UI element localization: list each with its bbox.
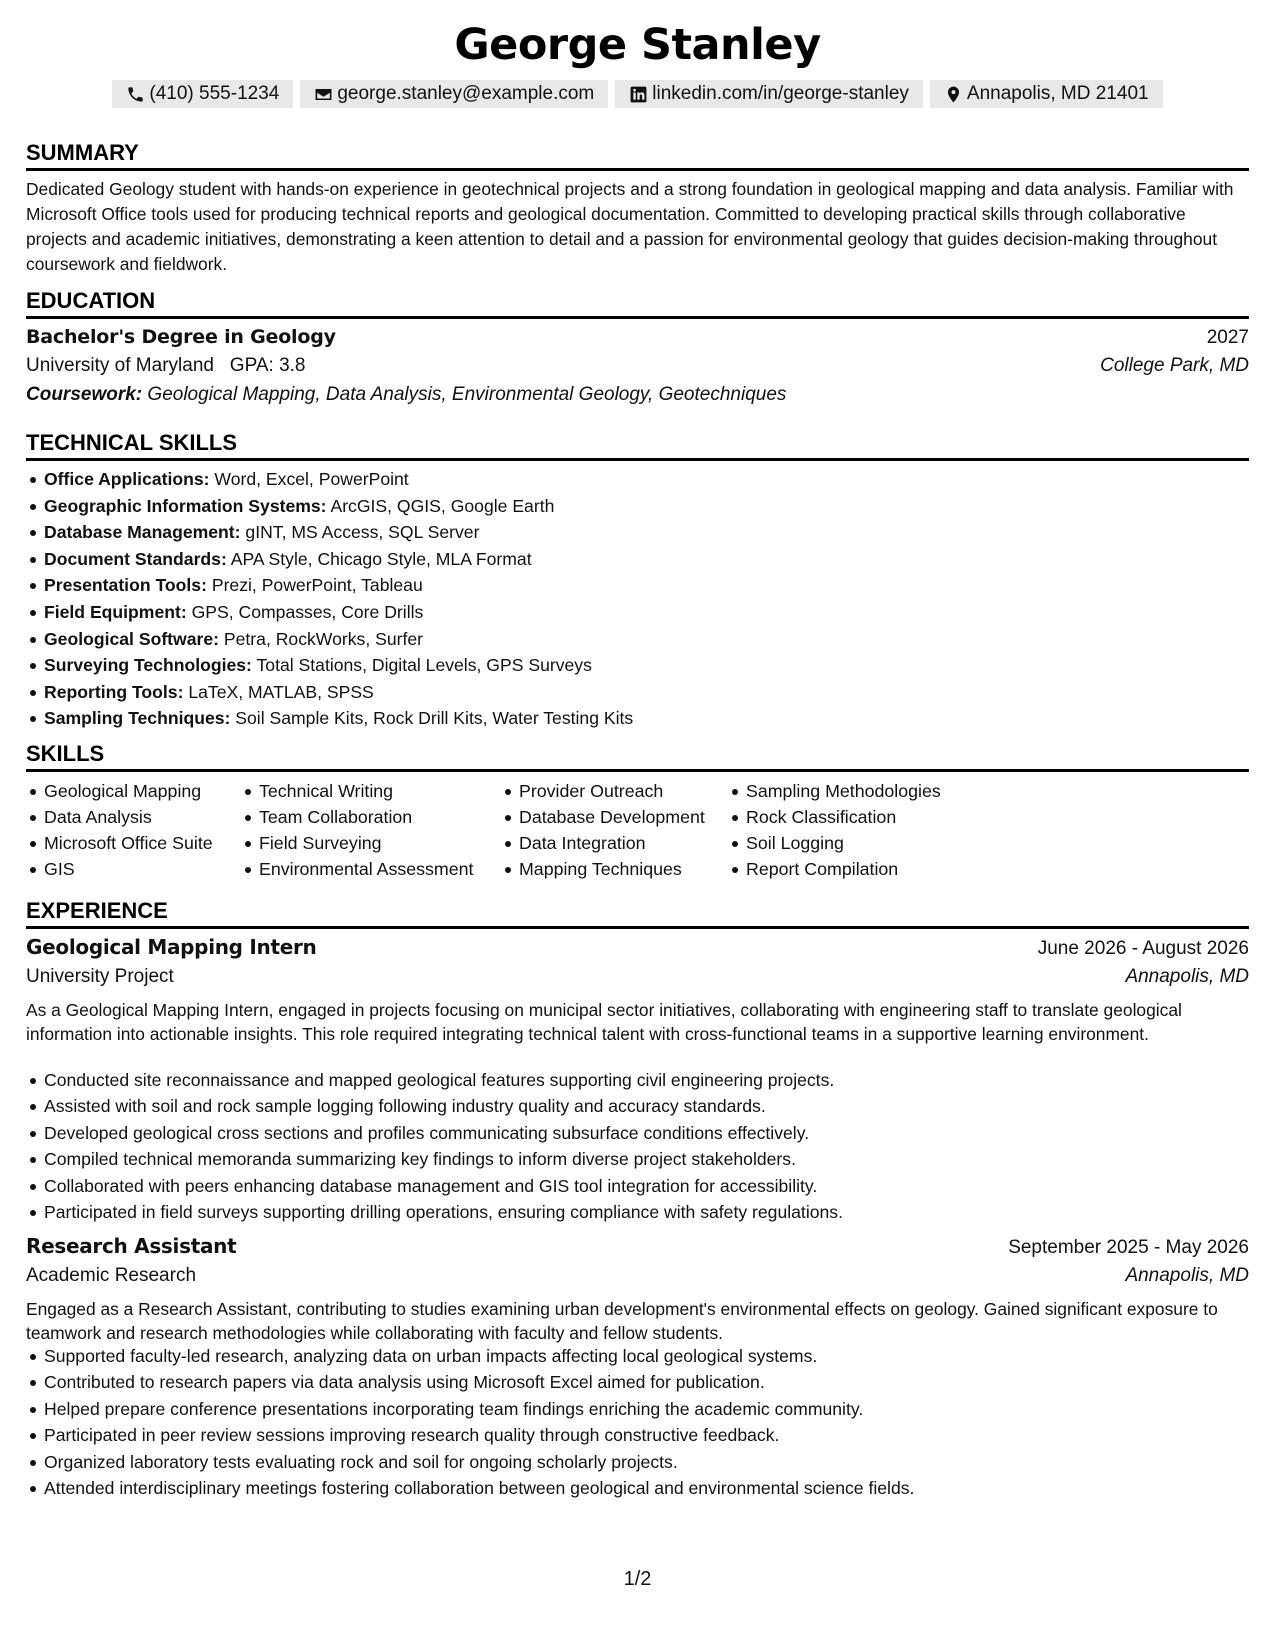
list-item: Surveying Technologies: Total Stations, Digital Levels, GPS Surveys xyxy=(26,652,633,679)
job-organization: University Project xyxy=(26,966,174,987)
list-item: Attended interdisciplinary meetings fostering collaboration between geological and environmental science fields. xyxy=(26,1475,914,1501)
location-text: Annapolis, MD 21401 xyxy=(966,83,1149,104)
coursework-label: Coursework: xyxy=(26,384,143,405)
school-info xyxy=(26,355,305,377)
technical-skills-heading: TECHNICAL SKILLS xyxy=(26,430,238,455)
gpa: GPA: 3.8 xyxy=(229,355,306,376)
list-item: Data Integration xyxy=(501,830,705,856)
degree-title: Bachelor's Degree in Geology xyxy=(26,326,336,348)
job-organization: Academic Research xyxy=(26,1265,197,1286)
job-location: Annapolis, MD xyxy=(1125,1265,1249,1286)
summary-heading: SUMMARY xyxy=(26,140,139,165)
education-school-row xyxy=(26,355,1249,377)
skills-column-3 xyxy=(501,778,705,882)
job-2-title-row xyxy=(26,1234,1249,1259)
contact-location xyxy=(930,80,1163,108)
experience-divider xyxy=(26,926,1249,929)
list-item: Mapping Techniques xyxy=(501,856,705,882)
envelope-icon xyxy=(314,85,333,104)
technical-skills-list xyxy=(26,466,633,732)
school-location: College Park, MD xyxy=(1100,355,1249,376)
job-1-description: As a Geological Mapping Intern, engaged in projects focusing on municipal sector initiatives, collaborating with engineering staff to translate geological information into actionable insights. This role required integrating technical talent with cross-functional teams in a supportive learning environment. xyxy=(26,1000,1182,1044)
list-item: Database Management: gINT, MS Access, SQL Server xyxy=(26,519,633,546)
list-item: Developed geological cross sections and profiles communicating subsurface conditions effectively. xyxy=(26,1120,843,1146)
graduation-year: 2027 xyxy=(1206,327,1249,348)
skills-column-4 xyxy=(728,778,941,882)
skills-divider xyxy=(26,769,1249,772)
list-item: Geological Software: Petra, RockWorks, Surfer xyxy=(26,626,633,653)
coursework xyxy=(26,384,786,406)
school-name: University of Maryland xyxy=(26,355,214,376)
job-2-bullets xyxy=(26,1343,914,1501)
linkedin-text: linkedin.com/in/george-stanley xyxy=(652,83,909,104)
coursework-list: Geological Mapping, Data Analysis, Environmental Geology, Geotechniques xyxy=(147,384,787,405)
list-item: Database Development xyxy=(501,804,705,830)
list-item: Conducted site reconnaissance and mapped geological features supporting civil engineering projects. xyxy=(26,1067,843,1093)
list-item: Assisted with soil and rock sample logging following industry quality and accuracy standards. xyxy=(26,1093,843,1119)
list-item: GIS xyxy=(26,856,213,882)
phone-icon xyxy=(126,85,145,104)
list-item: Field Equipment: GPS, Compasses, Core Drills xyxy=(26,599,633,626)
job-1-org-row xyxy=(26,966,1249,988)
skills-column-2 xyxy=(241,778,473,882)
education-divider xyxy=(26,316,1249,319)
contact-linkedin[interactable] xyxy=(615,80,923,108)
list-item: Geological Mapping xyxy=(26,778,213,804)
list-item: Presentation Tools: Prezi, PowerPoint, Tableau xyxy=(26,572,633,599)
experience-heading: EXPERIENCE xyxy=(26,898,168,923)
list-item: Technical Writing xyxy=(241,778,473,804)
job-title: Geological Mapping Intern xyxy=(26,935,317,959)
list-item: Participated in field surveys supporting drilling operations, ensuring compliance with safety regulations. xyxy=(26,1199,843,1225)
list-item: Supported faculty-led research, analyzing data on urban impacts affecting local geological systems. xyxy=(26,1343,914,1369)
list-item: Team Collaboration xyxy=(241,804,473,830)
contact-phone[interactable] xyxy=(112,80,293,108)
list-item: Data Analysis xyxy=(26,804,213,830)
list-item: Sampling Techniques: Soil Sample Kits, Rock Drill Kits, Water Testing Kits xyxy=(26,705,633,732)
job-2-org-row xyxy=(26,1265,1249,1287)
list-item: Participated in peer review sessions improving research quality through constructive feedback. xyxy=(26,1422,914,1448)
email-text: george.stanley@example.com xyxy=(337,83,595,104)
list-item: Sampling Methodologies xyxy=(728,778,941,804)
job-dates: June 2026 - August 2026 xyxy=(1037,938,1249,959)
map-marker-icon xyxy=(944,85,963,104)
list-item: Document Standards: APA Style, Chicago Style, MLA Format xyxy=(26,546,633,573)
skills-heading: SKILLS xyxy=(26,741,105,766)
job-1-title-row xyxy=(26,935,1249,960)
job-location: Annapolis, MD xyxy=(1125,966,1249,987)
linkedin-icon xyxy=(629,85,648,104)
list-item: Report Compilation xyxy=(728,856,941,882)
list-item: Organized laboratory tests evaluating rock and soil for ongoing scholarly projects. xyxy=(26,1449,914,1475)
skills-column-1 xyxy=(26,778,213,882)
job-2-description: Engaged as a Research Assistant, contributing to studies examining urban development's environmental effects on geology. Gained significant exposure to teamwork and research methodologies while collaborating with faculty and fellow students. xyxy=(26,1299,1218,1343)
list-item: Compiled technical memoranda summarizing key findings to inform diverse project stakeholders. xyxy=(26,1146,843,1172)
list-item: Provider Outreach xyxy=(501,778,705,804)
list-item: Rock Classification xyxy=(728,804,941,830)
job-1-bullets xyxy=(26,1067,843,1225)
list-item: Office Applications: Word, Excel, PowerPoint xyxy=(26,466,633,493)
summary-text: Dedicated Geology student with hands-on experience in geotechnical projects and a strong foundation in geological mapping and data analysis. Familiar with Microsoft Office tools used for producing technical reports and geological documentation. Committed to developing practical skills through collaborative projects and academic initiatives, demonstrating a keen attention to detail and a passion for environmental geology that guides decision-making throughout coursework and fieldwork. xyxy=(26,179,1234,274)
contact-bar xyxy=(0,80,1275,108)
technical-skills-divider xyxy=(26,458,1249,461)
contact-email[interactable] xyxy=(300,80,608,108)
list-item: Soil Logging xyxy=(728,830,941,856)
summary-divider xyxy=(26,168,1249,171)
job-dates: September 2025 - May 2026 xyxy=(1008,1237,1249,1258)
list-item: Contributed to research papers via data analysis using Microsoft Excel aimed for publication. xyxy=(26,1369,914,1395)
candidate-name: George Stanley xyxy=(454,20,821,70)
page-number: 1/2 xyxy=(623,1568,652,1590)
list-item: Helped prepare conference presentations incorporating team findings enriching the academic community. xyxy=(26,1396,914,1422)
list-item: Reporting Tools: LaTeX, MATLAB, SPSS xyxy=(26,679,633,706)
education-degree-row xyxy=(26,326,1249,349)
education-heading: EDUCATION xyxy=(26,288,156,313)
job-title: Research Assistant xyxy=(26,1234,237,1258)
list-item: Environmental Assessment xyxy=(241,856,473,882)
list-item: Microsoft Office Suite xyxy=(26,830,213,856)
list-item: Collaborated with peers enhancing database management and GIS tool integration for accessibility. xyxy=(26,1173,843,1199)
phone-text: (410) 555-1234 xyxy=(149,83,280,104)
list-item: Field Surveying xyxy=(241,830,473,856)
list-item: Geographic Information Systems: ArcGIS, QGIS, Google Earth xyxy=(26,493,633,520)
